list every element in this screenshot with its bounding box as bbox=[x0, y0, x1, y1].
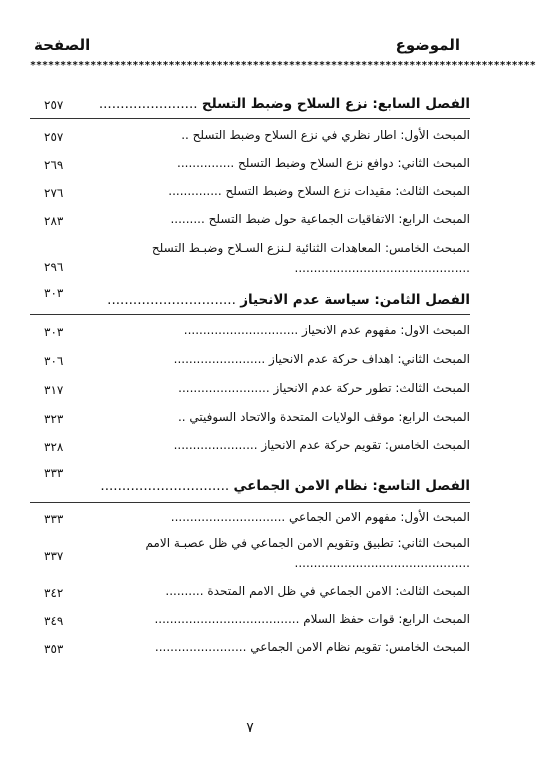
toc-page-number: ٣٢٣ bbox=[44, 412, 64, 426]
toc-entry-title: المبحث الثالث: تطور حركة عدم الانحياز ........................ bbox=[178, 381, 470, 395]
toc-entry-section bbox=[30, 584, 470, 604]
toc-entry-section bbox=[30, 438, 470, 458]
toc-page-number: ٣١٧ bbox=[44, 383, 64, 397]
toc-header bbox=[30, 36, 470, 60]
toc-entry-section bbox=[30, 612, 470, 632]
toc-entry-title: الفصل الثامن: سياسة عدم الانحياز .............................. bbox=[107, 292, 470, 308]
toc-entry-title: المبحث الخامس: المعاهدات الثنائية لـنزع السـلاح وضبـط التسلح .............................................. bbox=[151, 241, 470, 275]
toc-entry-chapter-9 bbox=[30, 466, 470, 500]
toc-entry-section bbox=[30, 381, 470, 401]
toc-page-number: ٣٤٢ bbox=[44, 586, 64, 600]
toc-entry-title: المبحث الرابع: الاتفاقيات الجماعية حول ضبط التسلح ......... bbox=[170, 212, 470, 226]
toc-page-number: ٣٣٣ bbox=[44, 466, 64, 480]
toc-entry-section bbox=[30, 238, 470, 280]
toc-page-number: ٣٤٩ bbox=[44, 614, 64, 628]
toc-page-number: ٢٧٦ bbox=[44, 186, 64, 200]
toc-entry-section bbox=[30, 510, 470, 530]
toc-page-number: ٢٥٧ bbox=[44, 130, 64, 144]
toc-entry-title: المبحث الأول: اطار نظري في نزع السلاح وضبط التسلح .. bbox=[181, 128, 470, 142]
toc-entry-title: المبحث الثاني: اهداف حركة عدم الانحياز ........................ bbox=[173, 352, 470, 366]
toc-entry-section bbox=[30, 212, 470, 232]
page-column-heading: الصفحة bbox=[34, 36, 91, 54]
toc-entry-section bbox=[30, 640, 470, 660]
toc-page-number: ٣٥٣ bbox=[44, 642, 64, 656]
toc-entry-title: المبحث الرابع: قوات حفظ السلام ...................................... bbox=[154, 612, 470, 626]
toc-entry-section bbox=[30, 352, 470, 372]
toc-entry-title: المبحث الخامس: تقويم نظام الامن الجماعي ........................ bbox=[154, 640, 470, 654]
toc-entry-title: الفصل التاسع: نظام الامن الجماعي .............................. bbox=[100, 478, 470, 494]
toc-page-number: ٣٣٣ bbox=[44, 512, 64, 526]
page-number-footer: ٧ bbox=[246, 720, 254, 736]
toc-entry-title: المبحث الأول: مفهوم الامن الجماعي .............................. bbox=[170, 510, 470, 524]
toc-entry-title: المبحث الثاني: دوافع نزع السلاح وضبط التسلح ............... bbox=[177, 156, 470, 170]
toc-entry-section bbox=[30, 410, 470, 430]
section-divider bbox=[30, 118, 470, 119]
toc-page-number: ٢٥٧ bbox=[44, 98, 64, 112]
toc-page-number: ٣٠٣ bbox=[44, 286, 64, 300]
toc-page-number: ٣٣٧ bbox=[44, 549, 64, 563]
star-divider: ************************************************************************************ bbox=[30, 60, 536, 71]
section-divider bbox=[30, 314, 470, 315]
topic-column-heading: الموضوع bbox=[395, 36, 460, 54]
toc-entry-section bbox=[30, 533, 470, 575]
toc-entry-title: الفصل السابع: نزع السلاح وضبط التسلح ....................... bbox=[98, 96, 470, 112]
toc-entry-title: المبحث الرابع: موقف الولايات المتحدة والاتحاد السوفيتي .. bbox=[177, 410, 470, 424]
toc-entry-section bbox=[30, 156, 470, 176]
toc-page-number: ٢٨٣ bbox=[44, 214, 64, 228]
toc-page-number: ٣٠٦ bbox=[44, 354, 64, 368]
toc-entry-section bbox=[30, 323, 470, 343]
toc-entry-title: المبحث الثالث: مقيدات نزع السلاح وضبط التسلح .............. bbox=[168, 184, 470, 198]
toc-entry-chapter-7 bbox=[30, 96, 470, 118]
toc-page-number: ٢٩٦ bbox=[44, 260, 64, 274]
toc-entry-title: المبحث الثالث: الامن الجماعي في ظل الامم المتحدة .......... bbox=[165, 584, 470, 598]
toc-entry-section bbox=[30, 184, 470, 204]
toc-entry-title: المبحث الاول: مفهوم عدم الانحياز .............................. bbox=[183, 323, 470, 337]
toc-page-number: ٣٢٨ bbox=[44, 440, 64, 454]
toc-entry-chapter-8 bbox=[30, 286, 470, 314]
toc-page-number: ٢٦٩ bbox=[44, 158, 64, 172]
toc-page-number: ٣٠٣ bbox=[44, 325, 64, 339]
section-divider bbox=[30, 502, 470, 503]
toc-entry-title: المبحث الخامس: تقويم حركة عدم الانحياز ...................... bbox=[173, 438, 470, 452]
toc-entry-section bbox=[30, 128, 470, 148]
toc-entry-title: المبحث الثاني: تطبيق وتقويم الامن الجماعي في ظل عصبـة الامم .............................................. bbox=[145, 536, 470, 570]
